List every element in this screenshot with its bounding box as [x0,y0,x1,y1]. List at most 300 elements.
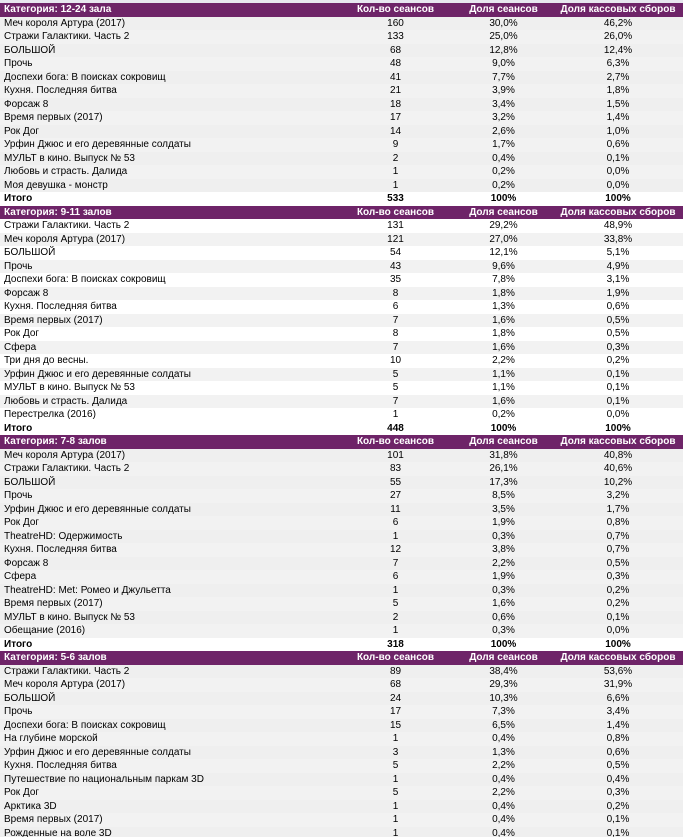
sessions-count: 17 [337,111,454,125]
table-row [0,327,683,341]
total-row [0,192,683,206]
sessions-count: 1 [337,584,454,598]
film-title: Любовь и страсть. Далида [0,395,337,409]
film-title: Рок Дог [0,327,337,341]
film-title: МУЛЬТ в кино. Выпуск № 53 [0,381,337,395]
film-title: Сфера [0,341,337,355]
table-row [0,30,683,44]
header-share-boxoffice: Доля кассовых сборов [553,435,683,449]
boxoffice-share: 0,1% [553,611,683,625]
table-row [0,125,683,139]
sessions-count: 121 [337,233,454,247]
film-title: Стражи Галактики. Часть 2 [0,462,337,476]
sessions-share: 0,6% [454,611,553,625]
sessions-count: 6 [337,516,454,530]
table-row [0,341,683,355]
table-row [0,381,683,395]
total-share-sessions: 100% [490,638,517,650]
sessions-count: 7 [337,557,454,571]
category-header [0,206,683,220]
film-title: Урфин Джюс и его деревянные солдаты [0,368,337,382]
film-title: Сфера [0,570,337,584]
sessions-share: 3,9% [454,84,553,98]
film-title: Путешествие по национальным паркам 3D [0,773,337,787]
table-row [0,570,683,584]
sessions-count: 5 [337,368,454,382]
sessions-share: 2,6% [454,125,553,139]
film-title: Прочь [0,57,337,71]
sessions-count: 35 [337,273,454,287]
sessions-share: 1,6% [454,395,553,409]
table-row [0,300,683,314]
sessions-share: 3,8% [454,543,553,557]
sessions-count: 160 [337,17,454,31]
table-row [0,462,683,476]
boxoffice-share: 31,9% [553,678,683,692]
film-title: Рок Дог [0,125,337,139]
sessions-share: 3,2% [454,111,553,125]
boxoffice-share: 0,2% [553,597,683,611]
sessions-share: 29,3% [454,678,553,692]
boxoffice-share: 0,2% [553,584,683,598]
boxoffice-share: 1,4% [553,719,683,733]
sessions-share: 1,6% [454,314,553,328]
sessions-share: 6,5% [454,719,553,733]
sessions-share: 0,2% [454,165,553,179]
film-title: Доспехи бога: В поисках сокровищ [0,71,337,85]
sessions-share: 38,4% [454,665,553,679]
film-title: Кухня. Последняя битва [0,759,337,773]
film-title: Прочь [0,489,337,503]
sessions-share: 2,2% [454,786,553,800]
sessions-share: 0,4% [454,827,553,837]
table-row [0,678,683,692]
sessions-count: 10 [337,354,454,368]
boxoffice-share: 0,6% [553,138,683,152]
boxoffice-share: 0,3% [553,341,683,355]
boxoffice-share: 0,8% [553,732,683,746]
category-title: Категория: 5-6 залов [0,651,337,665]
table-row [0,98,683,112]
sessions-count: 11 [337,503,454,517]
film-title: Форсаж 8 [0,98,337,112]
table-row [0,719,683,733]
category-title: Категория: 12-24 зала [0,3,337,17]
sessions-count: 9 [337,138,454,152]
boxoffice-share: 40,8% [553,449,683,463]
sessions-count: 1 [337,827,454,837]
film-title: БОЛЬШОЙ [0,692,337,706]
sessions-count: 15 [337,719,454,733]
boxoffice-share: 0,1% [553,395,683,409]
table-row [0,273,683,287]
sessions-count: 131 [337,219,454,233]
sessions-share: 7,3% [454,705,553,719]
sessions-share: 1,9% [454,570,553,584]
film-title: Стражи Галактики. Часть 2 [0,219,337,233]
sessions-share: 3,4% [454,98,553,112]
boxoffice-share: 3,4% [553,705,683,719]
sessions-share: 1,9% [454,516,553,530]
film-title: Время первых (2017) [0,813,337,827]
sessions-share: 1,8% [454,287,553,301]
sessions-share: 2,2% [454,557,553,571]
sessions-count: 5 [337,759,454,773]
sessions-count: 1 [337,408,454,422]
total-label: Итого [4,193,33,205]
table-row [0,260,683,274]
sessions-count: 12 [337,543,454,557]
total-share-sessions: 100% [490,193,517,205]
film-title: Время первых (2017) [0,314,337,328]
sessions-share: 1,7% [454,138,553,152]
category-header [0,651,683,665]
header-share-sessions: Доля сеансов [454,3,553,17]
total-row [0,422,683,436]
header-sessions: Кол-во сеансов [337,3,454,17]
sessions-count: 18 [337,98,454,112]
sessions-share: 1,6% [454,341,553,355]
sessions-count: 5 [337,597,454,611]
film-title: Урфин Джюс и его деревянные солдаты [0,138,337,152]
sessions-share: 30,0% [454,17,553,31]
sessions-count: 7 [337,395,454,409]
boxoffice-share: 0,0% [553,408,683,422]
film-title: Три дня до весны. [0,354,337,368]
header-share-sessions: Доля сеансов [454,435,553,449]
sessions-count: 68 [337,678,454,692]
boxoffice-share: 0,3% [553,786,683,800]
sessions-share: 0,2% [454,408,553,422]
sessions-count: 1 [337,773,454,787]
table-row [0,584,683,598]
boxoffice-share: 33,8% [553,233,683,247]
sessions-share: 0,4% [454,813,553,827]
sessions-count: 5 [337,786,454,800]
film-title: Меч короля Артура (2017) [0,233,337,247]
boxoffice-share: 2,7% [553,71,683,85]
table-row [0,395,683,409]
table-body [0,3,683,837]
sessions-count: 8 [337,287,454,301]
boxoffice-share: 0,1% [553,152,683,166]
sessions-share: 0,3% [454,624,553,638]
total-share-sessions: 100% [490,422,517,434]
sessions-count: 14 [337,125,454,139]
total-label: Итого [4,638,33,650]
boxoffice-share: 0,2% [553,354,683,368]
sessions-count: 89 [337,665,454,679]
table-row [0,165,683,179]
table-row [0,759,683,773]
boxoffice-share: 0,5% [553,314,683,328]
table-row [0,84,683,98]
sessions-count: 1 [337,179,454,193]
film-title: Урфин Джюс и его деревянные солдаты [0,503,337,517]
sessions-count: 54 [337,246,454,260]
sessions-count: 101 [337,449,454,463]
header-share-boxoffice: Доля кассовых сборов [553,3,683,17]
table-row [0,368,683,382]
total-label: Итого [4,422,33,434]
film-title: Моя девушка - монстр [0,179,337,193]
film-title: TheatreHD: Met: Ромео и Джульетта [0,584,337,598]
boxoffice-share: 0,7% [553,530,683,544]
table-row [0,530,683,544]
film-title: Перестрелка (2016) [0,408,337,422]
sessions-count: 27 [337,489,454,503]
sessions-share: 0,3% [454,530,553,544]
sessions-count: 5 [337,381,454,395]
film-title: Доспехи бога: В поисках сокровищ [0,719,337,733]
sessions-count: 2 [337,152,454,166]
table-row [0,179,683,193]
table-row [0,111,683,125]
film-title: Кухня. Последняя битва [0,84,337,98]
sessions-count: 17 [337,705,454,719]
sessions-count: 1 [337,165,454,179]
sessions-share: 25,0% [454,30,553,44]
sessions-share: 0,4% [454,773,553,787]
table-row [0,44,683,58]
table-row [0,17,683,31]
table-row [0,219,683,233]
table-row [0,449,683,463]
table-row [0,732,683,746]
total-share-boxoffice: 100% [605,638,631,650]
boxoffice-share: 10,2% [553,476,683,490]
table-row [0,692,683,706]
sessions-share: 12,1% [454,246,553,260]
sessions-count: 41 [337,71,454,85]
table-row [0,813,683,827]
table-row [0,705,683,719]
table-row [0,773,683,787]
boxoffice-share: 0,8% [553,516,683,530]
header-sessions: Кол-во сеансов [337,435,454,449]
header-share-sessions: Доля сеансов [454,651,553,665]
header-share-sessions: Доля сеансов [454,206,553,220]
sessions-share: 7,7% [454,71,553,85]
header-sessions: Кол-во сеансов [337,651,454,665]
sessions-share: 26,1% [454,462,553,476]
sessions-count: 55 [337,476,454,490]
boxoffice-share: 3,1% [553,273,683,287]
sessions-count: 7 [337,341,454,355]
sessions-share: 1,3% [454,746,553,760]
film-title: TheatreHD: Одержимость [0,530,337,544]
table-row [0,611,683,625]
total-sessions: 448 [387,422,404,434]
film-title: Меч короля Артура (2017) [0,678,337,692]
sessions-count: 68 [337,44,454,58]
film-title: БОЛЬШОЙ [0,476,337,490]
sessions-share: 3,5% [454,503,553,517]
table-row [0,827,683,837]
boxoffice-share: 3,2% [553,489,683,503]
sessions-count: 1 [337,732,454,746]
film-title: Рожденные на воле 3D [0,827,337,837]
boxoffice-share: 0,2% [553,800,683,814]
boxoffice-share: 1,0% [553,125,683,139]
film-title: Доспехи бога: В поисках сокровищ [0,273,337,287]
sessions-count: 43 [337,260,454,274]
table-row [0,476,683,490]
total-share-boxoffice: 100% [605,422,631,434]
boxoffice-share: 0,3% [553,570,683,584]
boxoffice-share: 26,0% [553,30,683,44]
sessions-count: 3 [337,746,454,760]
film-title: Арктика 3D [0,800,337,814]
table-row [0,665,683,679]
sessions-count: 21 [337,84,454,98]
film-title: Стражи Галактики. Часть 2 [0,665,337,679]
boxoffice-share: 1,8% [553,84,683,98]
sessions-share: 0,4% [454,732,553,746]
sessions-share: 17,3% [454,476,553,490]
film-title: Обещание (2016) [0,624,337,638]
sessions-share: 1,1% [454,368,553,382]
sessions-count: 7 [337,314,454,328]
sessions-count: 6 [337,300,454,314]
sessions-count: 48 [337,57,454,71]
film-title: Время первых (2017) [0,111,337,125]
table-row [0,138,683,152]
header-sessions: Кол-во сеансов [337,206,454,220]
sessions-share: 9,0% [454,57,553,71]
sessions-share: 1,1% [454,381,553,395]
film-title: МУЛЬТ в кино. Выпуск № 53 [0,611,337,625]
film-title: БОЛЬШОЙ [0,44,337,58]
film-title: Форсаж 8 [0,287,337,301]
boxoffice-share: 0,1% [553,813,683,827]
boxoffice-share: 0,6% [553,300,683,314]
film-title: Меч короля Артура (2017) [0,449,337,463]
table-row [0,246,683,260]
sessions-count: 2 [337,611,454,625]
table-row [0,489,683,503]
boxoffice-share: 0,5% [553,759,683,773]
boxoffice-share: 1,9% [553,287,683,301]
boxoffice-share: 40,6% [553,462,683,476]
film-title: Рок Дог [0,786,337,800]
table-row [0,624,683,638]
sessions-count: 133 [337,30,454,44]
sessions-share: 1,3% [454,300,553,314]
film-title: Рок Дог [0,516,337,530]
sessions-share: 0,4% [454,800,553,814]
boxoffice-share: 0,0% [553,624,683,638]
film-title: Урфин Джюс и его деревянные солдаты [0,746,337,760]
table-row [0,516,683,530]
boxoffice-share: 1,4% [553,111,683,125]
category-header [0,435,683,449]
sessions-share: 0,3% [454,584,553,598]
film-title: Время первых (2017) [0,597,337,611]
table-row [0,71,683,85]
table-row [0,354,683,368]
sessions-table [0,3,683,837]
category-title: Категория: 9-11 залов [0,206,337,220]
sessions-count: 83 [337,462,454,476]
boxoffice-share: 53,6% [553,665,683,679]
table-row [0,314,683,328]
film-title: МУЛЬТ в кино. Выпуск № 53 [0,152,337,166]
boxoffice-share: 0,6% [553,746,683,760]
sessions-share: 8,5% [454,489,553,503]
boxoffice-share: 6,6% [553,692,683,706]
table-row [0,543,683,557]
sessions-share: 12,8% [454,44,553,58]
film-title: Кухня. Последняя битва [0,543,337,557]
sessions-share: 9,6% [454,260,553,274]
film-title: Прочь [0,705,337,719]
sessions-share: 7,8% [454,273,553,287]
boxoffice-share: 1,5% [553,98,683,112]
table-row [0,152,683,166]
total-sessions: 533 [387,193,404,205]
film-title: Кухня. Последняя битва [0,300,337,314]
category-title: Категория: 7-8 залов [0,435,337,449]
header-share-boxoffice: Доля кассовых сборов [553,651,683,665]
sessions-count: 6 [337,570,454,584]
sessions-share: 1,6% [454,597,553,611]
table-row [0,503,683,517]
boxoffice-share: 0,0% [553,179,683,193]
film-title: БОЛЬШОЙ [0,246,337,260]
boxoffice-share: 6,3% [553,57,683,71]
sessions-count: 24 [337,692,454,706]
table-row [0,57,683,71]
boxoffice-share: 12,4% [553,44,683,58]
boxoffice-share: 0,5% [553,327,683,341]
table-row [0,408,683,422]
sessions-share: 31,8% [454,449,553,463]
table-row [0,233,683,247]
film-title: Форсаж 8 [0,557,337,571]
boxoffice-share: 46,2% [553,17,683,31]
film-title: Любовь и страсть. Далида [0,165,337,179]
sessions-share: 0,4% [454,152,553,166]
sessions-share: 0,2% [454,179,553,193]
film-title: На глубине морской [0,732,337,746]
sessions-count: 1 [337,813,454,827]
table-row [0,800,683,814]
table-row [0,786,683,800]
sessions-share: 2,2% [454,759,553,773]
table-row [0,557,683,571]
boxoffice-share: 5,1% [553,246,683,260]
boxoffice-share: 0,7% [553,543,683,557]
sessions-share: 27,0% [454,233,553,247]
header-share-boxoffice: Доля кассовых сборов [553,206,683,220]
sessions-count: 1 [337,624,454,638]
sessions-count: 1 [337,800,454,814]
sessions-share: 10,3% [454,692,553,706]
total-sessions: 318 [387,638,404,650]
category-header [0,3,683,17]
sessions-share: 1,8% [454,327,553,341]
sessions-count: 8 [337,327,454,341]
film-title: Прочь [0,260,337,274]
table-row [0,287,683,301]
film-title: Стражи Галактики. Часть 2 [0,30,337,44]
sessions-count: 1 [337,530,454,544]
boxoffice-share: 4,9% [553,260,683,274]
film-title: Меч короля Артура (2017) [0,17,337,31]
total-row [0,638,683,652]
boxoffice-share: 0,1% [553,368,683,382]
